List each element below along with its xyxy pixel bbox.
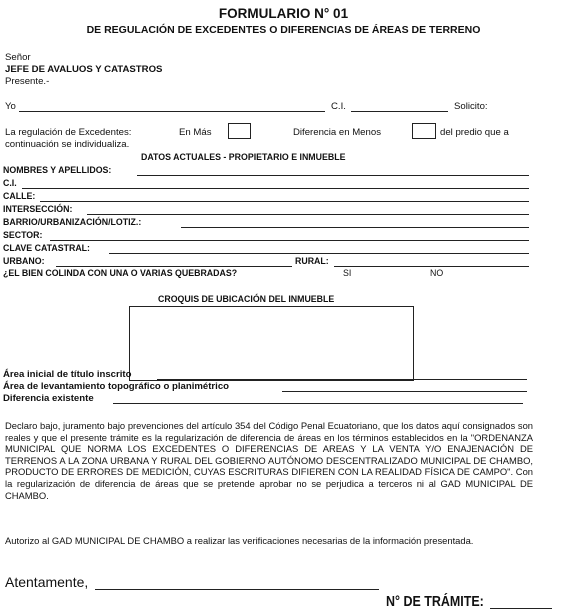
urbano-label: URBANO: — [3, 256, 45, 266]
no-option[interactable]: NO — [430, 268, 444, 278]
del-predio-label: del predio que a — [440, 127, 509, 138]
solicito-label: Solicito: — [454, 101, 488, 112]
ci-owner-label: C.I. — [3, 178, 17, 188]
ci-field[interactable] — [351, 111, 448, 112]
ci-owner-field[interactable] — [22, 188, 529, 189]
barrio-label: BARRIO/URBANIZACIÓN/LOTIZ.: — [3, 217, 142, 227]
area-levantamiento-field[interactable] — [282, 391, 527, 392]
form-title: FORMULARIO N° 01 — [218, 6, 349, 21]
diferencia-existente-field[interactable] — [113, 403, 523, 404]
yo-name-field[interactable] — [19, 111, 325, 112]
clave-catastral-label: CLAVE CATASTRAL: — [3, 243, 90, 253]
si-option[interactable]: SI — [343, 268, 352, 278]
continuacion-label: continuación se individualiza. — [5, 139, 130, 150]
salutation: Señor — [5, 52, 31, 63]
recipient: JEFE DE AVALUOS Y CATASTROS — [5, 64, 163, 75]
diferencia-existente-label: Diferencia existente — [3, 393, 94, 404]
datos-actuales-heading: DATOS ACTUALES - PROPIETARIO E INMUEBLE — [141, 152, 346, 162]
presente: Presente.- — [5, 76, 50, 87]
urbano-field[interactable] — [56, 266, 292, 267]
nombres-field[interactable] — [137, 175, 529, 176]
area-inicial-label: Área inicial de título inscrito — [3, 369, 132, 380]
interseccion-field[interactable] — [87, 214, 529, 215]
en-mas-label: En Más — [179, 127, 212, 138]
form-subtitle: DE REGULACIÓN DE EXCEDENTES O DIFERENCIAS DE ÁREAS DE TERRENO — [86, 24, 481, 36]
nombres-label: NOMBRES Y APELLIDOS: — [3, 165, 112, 175]
en-mas-checkbox[interactable] — [228, 123, 251, 139]
signature-field[interactable] — [95, 589, 379, 590]
croquis-sketch-box[interactable] — [129, 306, 414, 381]
rural-label: RURAL: — [295, 256, 329, 266]
yo-label: Yo — [5, 101, 16, 112]
diferencia-menos-checkbox[interactable] — [412, 123, 436, 139]
authorization-paragraph: Autorizo al GAD MUNICIPAL DE CHAMBO a realizar las verificaciones necesarias de la información presentada. — [5, 535, 474, 546]
calle-field[interactable] — [40, 201, 529, 202]
barrio-field[interactable] — [181, 227, 529, 228]
calle-label: CALLE: — [3, 191, 36, 201]
croquis-heading: CROQUIS DE UBICACIÓN DEL INMUEBLE — [158, 294, 335, 304]
regulacion-label: La regulación de Excedentes: — [5, 127, 132, 138]
tramite-label: N° DE TRÁMITE: — [386, 594, 484, 610]
diferencia-menos-label: Diferencia en Menos — [293, 127, 381, 138]
closing-label: Atentamente, — [5, 574, 89, 590]
interseccion-label: INTERSECCIÓN: — [3, 204, 73, 214]
tramite-number-field[interactable] — [490, 608, 552, 609]
quebradas-question: ¿EL BIEN COLINDA CON UNA O VARIAS QUEBRADAS? — [3, 268, 238, 278]
ci-label: C.I. — [331, 101, 346, 112]
sector-label: SECTOR: — [3, 230, 43, 240]
area-inicial-field[interactable] — [157, 379, 527, 380]
sector-field[interactable] — [50, 240, 529, 241]
area-levantamiento-label: Área de levantamiento topográfico o planimétrico — [3, 381, 230, 392]
rural-field[interactable] — [334, 266, 529, 267]
declaration-paragraph: Declaro bajo, juramento bajo prevenciones del artículo 354 del Código Penal Ecuatoriano, que los datos aquí consignados son reales y que el presente trámite es la regularización de diferencia de áreas en los términos establecidos en la "ORDENANZA MUNICIPAL QUE NORMA LOS EXCEDENTES O DIFERENCIAS DE AREAS Y LA VENTA Y/O ENAJENACIÓN DE TERRENOS A LA ZONA URBANA Y RURAL DEL GOBIERNO AUTÓNOMO DESCENTRALIZADO MUNICIPAL DE CHAMBO, PRODUCTO DE ERRORES DE MEDICIÓN, CUYAS ESCRITURAS DIFIEREN CON LA REALIDAD FÍSICA DE CAMPO". Con la regularización de diferencia de áreas que se pretende aprobar no se perjudica a terceros ni al GAD MUNICIPAL DE CHAMBO. — [5, 420, 533, 501]
clave-catastral-field[interactable] — [109, 253, 529, 254]
